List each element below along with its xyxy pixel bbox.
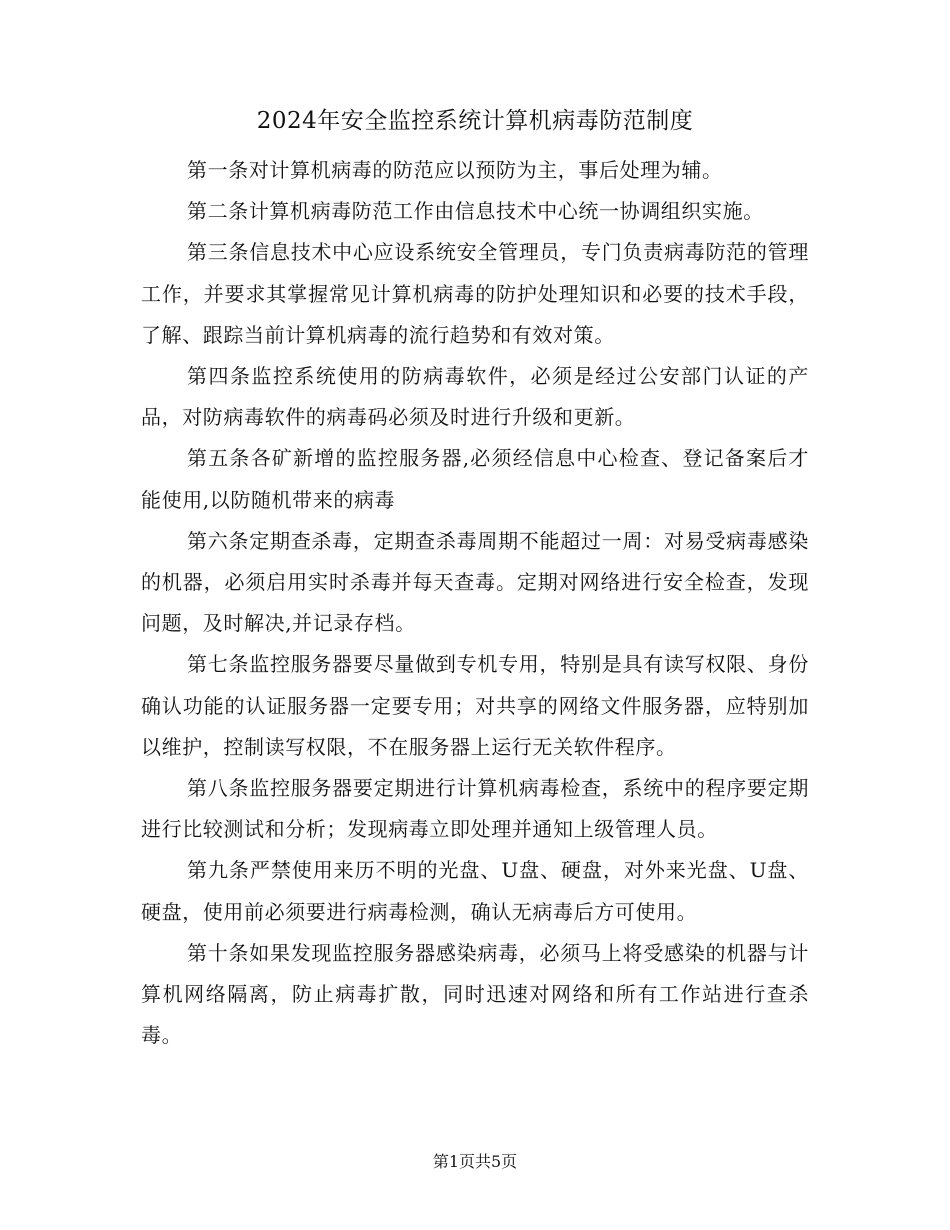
article-6: 第六条定期查杀毒，定期查杀毒周期不能超过一周：对易受病毒感染的机器，必须启用实时杀毒并每天查毒。定期对网络进行安全检查，发现问题，及时解决,并记录存档。: [141, 528, 809, 636]
article-9: 第九条严禁使用来历不明的光盘、U盘、硬盘，对外来光盘、U盘、硬盘，使用前必须要进行病毒检测，确认无病毒后方可使用。: [141, 858, 809, 924]
article-8: 第八条监控服务器要定期进行计算机病毒检查，系统中的程序要定期进行比较测试和分析；发现病毒立即处理并通知上级管理人员。: [141, 776, 809, 842]
article-4: 第四条监控系统使用的防病毒软件，必须是经过公安部门认证的产品，对防病毒软件的病毒码必须及时进行升级和更新。: [141, 364, 809, 430]
document-title: 2024年安全监控系统计算机病毒防范制度: [256, 108, 694, 134]
article-7: 第七条监控服务器要尽量做到专机专用，特别是具有读写权限、身份确认功能的认证服务器一定要专用；对共享的网络文件服务器，应特别加以维护，控制读写权限，不在服务器上运行无关软件程序。: [141, 652, 809, 759]
article-2: 第二条计算机病毒防范工作由信息技术中心统一协调组织实施。: [187, 199, 764, 224]
article-5: 第五条各矿新增的监控服务器,必须经信息中心检查、登记备案后才能使用,以防随机带来的病毒: [141, 446, 809, 512]
article-3: 第三条信息技术中心应设系统安全管理员，专门负责病毒防范的管理工作，并要求其掌握常见计算机病毒的防护处理知识和必要的技术手段，了解、跟踪当前计算机病毒的流行趋势和有效对策。: [141, 240, 809, 347]
page-footer: 第1页共5页: [432, 1152, 518, 1171]
document-body: [141, 150, 809, 1056]
article-10: 第十条如果发现监控服务器感染病毒，必须马上将受感染的机器与计算机网络隔离，防止病毒扩散，同时迅速对网络和所有工作站进行查杀毒。: [141, 940, 809, 1048]
article-1: 第一条对计算机病毒的防范应以预防为主，事后处理为辅。: [187, 158, 723, 182]
